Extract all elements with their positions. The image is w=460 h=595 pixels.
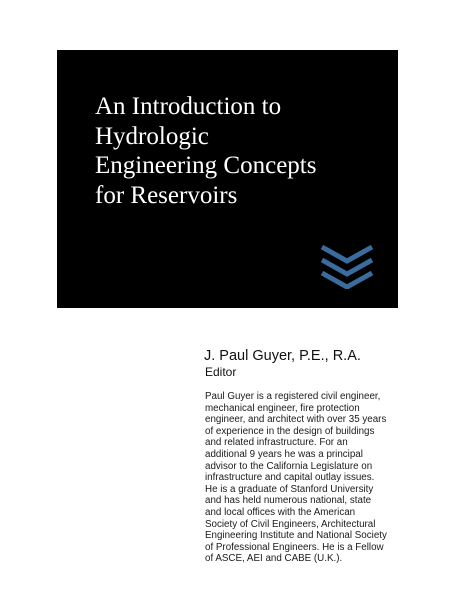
bio-line: and related infrastructure. For an [205, 437, 348, 449]
author-block [204, 348, 444, 380]
bio-line: engineer, and architect with over 35 years [205, 414, 387, 426]
bio-line: of Professional Engineers. He is a Fellow [205, 541, 384, 553]
bio-line: He is a graduate of Stanford University [205, 483, 374, 495]
bio-line: of ASCE, AEI and CABE (U.K.). [205, 553, 343, 565]
cover-panel [57, 50, 398, 308]
bio-line: and has held numerous national, state [205, 495, 372, 507]
author-name: J. Paul Guyer, P.E., R.A. [204, 348, 361, 364]
bio-line: of experience in the design of buildings [205, 425, 375, 437]
bio-line: and local offices with the American [205, 506, 356, 518]
book-title-line: Hydrologic [95, 122, 209, 150]
triple-chevron-down-icon [320, 243, 374, 289]
book-title-line: An Introduction to [95, 93, 282, 120]
book-title-line: for Reservoirs [95, 181, 238, 209]
bio-line: Society of Civil Engineers, Architectural [205, 518, 376, 530]
bio-line: additional 9 years he was a principal [205, 448, 363, 460]
bio-line: Paul Guyer is a registered civil engineer, [205, 391, 381, 402]
book-title [95, 92, 385, 210]
book-title-line: Engineering Concepts [95, 152, 317, 179]
bio-line: mechanical engineer, fire protection [205, 402, 360, 414]
bio-line: Engineering Institute and National Society [205, 530, 387, 542]
bio-line: advisor to the California Legislature on [205, 460, 373, 472]
author-bio [205, 391, 445, 565]
bio-line: infrastructure and capital outlay issues. [205, 472, 375, 484]
author-role: Editor [205, 365, 237, 379]
